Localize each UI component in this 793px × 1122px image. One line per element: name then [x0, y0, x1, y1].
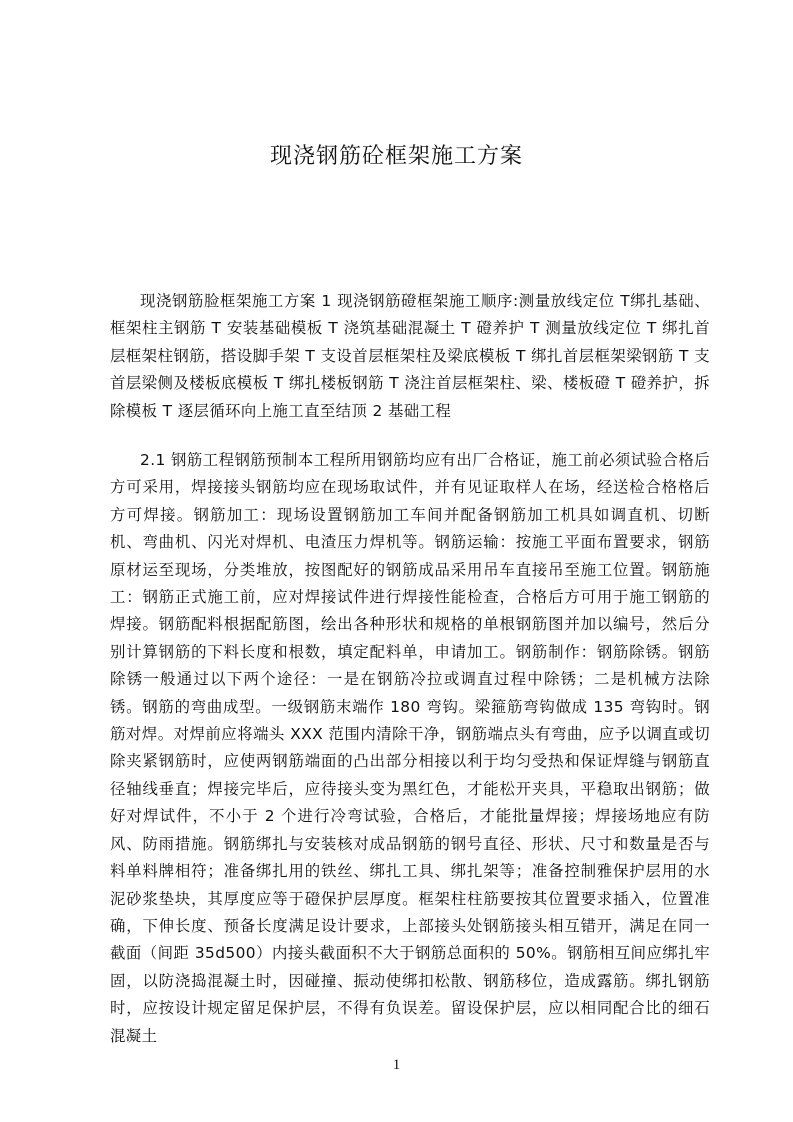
document-title: 现浇钢筋砼框架施工方案	[269, 144, 523, 169]
paragraph-construction-sequence: 现浇钢筋脸框架施工方案 1 现浇钢筋磴框架施工顺序:测量放线定位 T绑扎基础、框架柱主钢筋 T 安装基础模板 T 浇筑基础混凝土 T 磴养护 T 测量放线定位 T 绑扎首层框架柱钢筋，搭设脚手架 T 支设首层框架柱及梁底模板 T 绑扎首层框架梁钢筋 T 支首层梁侧及楼板底模板 T 绑扎楼板钢筋 T 浇注首层框架柱、梁、楼板磴 T 磴养护，拆除模板 T 逐层循环向上施工直至结顶 2 基础工程	[110, 292, 710, 420]
page-number: 1	[392, 1057, 401, 1073]
paragraph-rebar-engineering: 2.1 钢筋工程钢筋预制本工程所用钢筋均应有出厂合格证，施工前必须试验合格后方可采用，焊接接头钢筋均应在现场取试件，并有见证取样人在场，经送检合格格后方可焊接。钢筋加工：现场设置钢筋加工车间并配备钢筋加工机具如调直机、切断机、弯曲机、闪光对焊机、电渣压力焊机等。钢筋运输：按施工平面布置要求，钢筋原材运至现场，分类堆放，按图配好的钢筋成品采用吊车直接吊至施工位置。钢筋施工：钢筋正式施工前，应对焊接试件进行焊接性能检查，合格后方可用于施工钢筋的焊接。钢筋配料根据配筋图，绘出各种形状和规格的单根钢筋图并加以编号，然后分别计算钢筋的下料长度和根数，填定配料单，申请加工。钢筋制作：钢筋除锈。钢筋除锈一般通过以下两个途径：一是在钢筋冷拉或调直过程中除锈；二是机械方法除锈。钢筋的弯曲成型。一级钢筋末端作 180 弯钩。梁箍筋弯钩做成 135 弯钩时。钢筋对焊。对焊前应将端头 XXX 范围内清除干净，钢筋端点头有弯曲，应予以调直或切除夹紧钢筋时，应使两钢筋端面的凸出部分相接以利于均匀受热和保证焊缝与钢筋直径轴线垂直；焊接完毕后，应待接头变为黑红色，才能松开夹具，平稳取出钢筋；做好对焊试件，不小于 2 个进行冷弯试验，合格后，才能批量焊接；焊接场地应有防风、防雨措施。钢筋绑扎与安装核对成品钢筋的钢号直径、形状、尺寸和数量是否与料单料牌相符；准备绑扎用的铁丝、绑扎工具、绑扎架等；准备控制雅保护层用的水泥砂浆垫块，其厚度应等于磴保护层厚度。框架柱柱筋要按其位置要求插入，位置准确，下伸长度、预备长度满足设计要求，上部接头处钢筋接头相互错开，满足在同一截面（间距 35d500）内接头截面积不大于钢筋总面积的 50%。钢筋相互间应绑扎牢固，以防浇捣混凝土时，因碰撞、振动使绑扣松散、钢筋移位，造成露筋。绑扎钢筋时，应按设计规定留足保护层，不得有负误差。留设保护层，应以相同配合比的细石混凝土	[110, 451, 710, 1045]
